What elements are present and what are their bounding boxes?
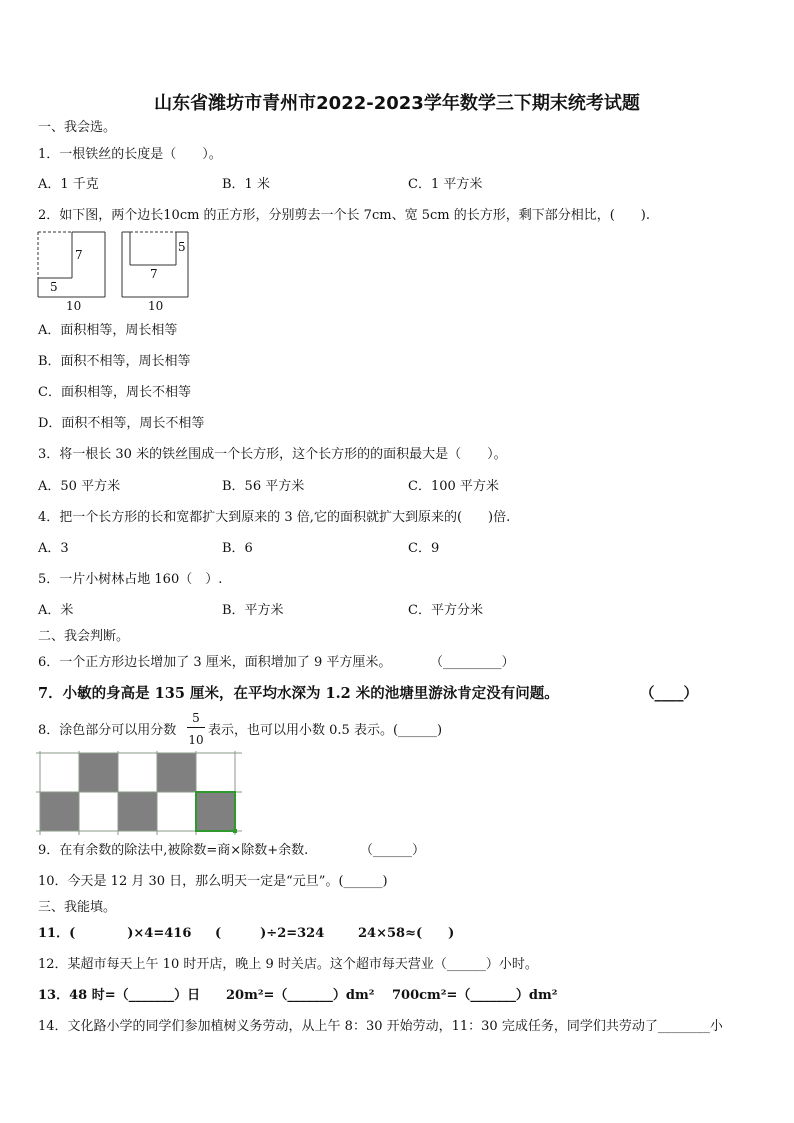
question-1: 1．一根铁丝的长度是（ ）。 [38, 147, 222, 162]
option-a: A．面积相等，周长相等 [38, 323, 178, 338]
option-c: C．面积相等，周长不相等 [38, 385, 191, 400]
option-a: A．米 [38, 603, 74, 618]
section-heading: 三、我能填。 [38, 900, 117, 915]
option-c: C．1 平方米 [408, 177, 483, 192]
question-5: 5．一片小树林占地 160（ ）. [38, 572, 223, 587]
label-left-side: 7 [75, 248, 83, 262]
question-6: 6．一个正方形边长增加了 3 厘米，面积增加了 9 平方厘米。 [38, 655, 392, 670]
option-a: A．3 [38, 541, 69, 556]
shaded-cell [196, 792, 235, 831]
question-8-prefix: 8．涂色部分可以用分数 [38, 723, 177, 738]
blank-cell [118, 753, 157, 792]
shaded-cell [118, 792, 157, 831]
page-title: 山东省潍坊市青州市2022-2023学年数学三下期末统考试题 [154, 93, 640, 114]
resize-handle[interactable] [233, 829, 237, 833]
option-b: B．1 米 [222, 177, 270, 192]
answer-blank[interactable]: （______） [360, 843, 426, 858]
question-7: 7．小敏的身高是 135 厘米，在平均水深为 1.2 米的池塘里游泳肯定没有问题。 [38, 685, 559, 702]
label-right-side: 5 [178, 240, 186, 254]
option-b: B．6 [222, 541, 253, 556]
fraction-numerator: 5 [192, 711, 200, 725]
question-11-part1: 11．( )×4=416 [38, 926, 192, 941]
shaded-cell [40, 792, 79, 831]
option-c: C．9 [408, 541, 440, 556]
fraction-denominator: 10 [188, 733, 204, 747]
label-left-inner: 5 [50, 280, 58, 294]
question-2: 2．如下图，两个边长10cm 的正方形，分别剪去一个长 7cm、宽 5cm 的长方形，剩下部分相比，( ). [38, 208, 650, 223]
question-11-part2: ( )÷2=324 [215, 926, 325, 941]
question-8-suffix: 表示，也可以用小数 0.5 表示。(______) [208, 723, 443, 738]
question-13-part1: 13．48 时=（_______）日 [38, 988, 201, 1003]
question-13-part3: 700cm²=（_______）dm² [392, 988, 558, 1003]
question-4: 4．把一个长方形的长和宽都扩大到原来的 3 倍,它的面积就扩大到原来的( )倍. [38, 510, 511, 525]
option-b: B．面积不相等，周长相等 [38, 354, 191, 369]
question-10: 10．今天是 12 月 30 日，那么明天一定是“元旦”。(______) [38, 874, 388, 889]
option-c: C．100 平方米 [408, 479, 499, 494]
squares-figure [30, 228, 200, 314]
fraction-bar [187, 727, 205, 728]
option-b: B．56 平方米 [222, 479, 305, 494]
label-right-base: 10 [148, 299, 164, 313]
question-13-part2: 20m²=（_______）dm² [226, 988, 375, 1003]
option-d: D．面积不相等，周长不相等 [38, 416, 205, 431]
question-3: 3．将一根长 30 米的铁丝围成一个长方形，这个长方形的的面积最大是（ ）。 [38, 447, 507, 462]
shaded-cell [79, 753, 118, 792]
option-c: C．平方分米 [408, 603, 483, 618]
shaded-cell [157, 753, 196, 792]
question-11-part3: 24×58≈( ) [358, 926, 455, 941]
section-heading: 一、我会选。 [38, 120, 117, 135]
label-right-inner: 7 [150, 267, 158, 281]
answer-blank[interactable]: （_________） [430, 655, 515, 670]
question-14: 14．文化路小学的同学们参加植树义务劳动，从上午 8：30 开始劳动，11：30 完成任务，同学们共劳动了________小 [38, 1019, 723, 1034]
option-a: A．50 平方米 [38, 479, 121, 494]
option-b: B．平方米 [222, 603, 284, 618]
label-left-base: 10 [66, 299, 82, 313]
answer-blank[interactable]: （____） [640, 685, 698, 702]
blank-cell [40, 753, 79, 792]
section-heading: 二、我会判断。 [38, 629, 130, 644]
blank-cell [157, 792, 196, 831]
question-9: 9．在有余数的除法中,被除数=商×除数+余数. [38, 843, 309, 858]
question-12: 12．某超市每天上午 10 时开店，晚上 9 时关店。这个超市每天营业（______）小时。 [38, 957, 538, 972]
blank-cell [79, 792, 118, 831]
option-a: A．1 千克 [38, 177, 99, 192]
shading-grid [36, 751, 242, 835]
blank-cell [196, 753, 235, 792]
